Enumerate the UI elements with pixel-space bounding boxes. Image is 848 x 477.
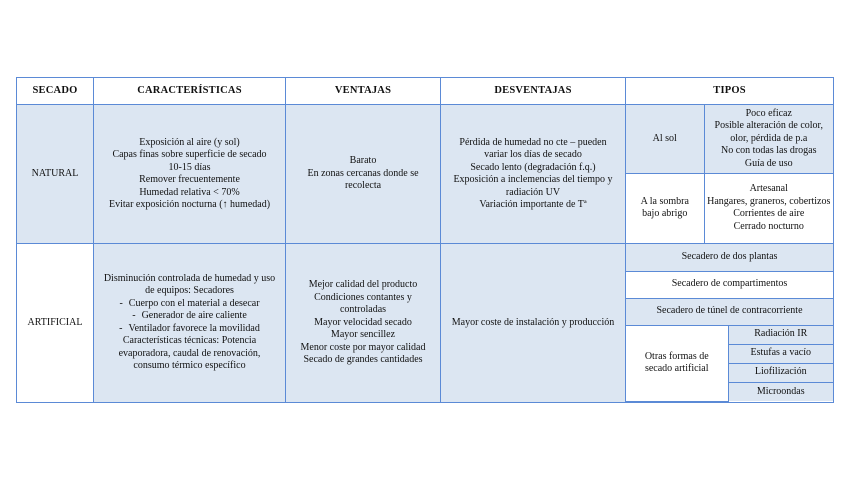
artificial-ven-line: Mejor calidad del producto [308, 279, 418, 290]
al-sol-item: Guía de uso [744, 157, 793, 169]
otras-item: Microondas [728, 382, 833, 401]
artificial-des-text: Mayor coste de instalación y producción [451, 316, 615, 328]
header-desventajas: DESVENTAJAS [441, 78, 626, 105]
otras-item: Radiación IR [728, 325, 833, 344]
al-sol-item: No con todas las drogas [720, 145, 817, 156]
natural-car-line: Exposición al aire (y sol) [139, 136, 240, 148]
natural-ven-line: Barato [349, 155, 377, 167]
tipo-dos-plantas: Secadero de dos plantas [626, 244, 833, 271]
header-ventajas: VENTAJAS [286, 78, 441, 105]
sombra-item: Cerrado nocturno [733, 220, 804, 232]
artificial-car-tecnicas: Características técnicas: Potencia evaporadora, caudal de renovación, consumo térmico específico [118, 335, 261, 372]
secado-table [16, 77, 834, 403]
artificial-ven-line: Mayor velocidad secado [314, 316, 412, 328]
row-artificial [17, 244, 834, 403]
al-sol-item: Poco eficaz [745, 107, 792, 119]
artificial-ventajas [286, 244, 441, 403]
artificial-ven-line: Menor coste por mayor calidad [300, 341, 426, 353]
header-row [17, 78, 834, 105]
artificial-car-bullet: - Cuerpo con el material a desecar [100, 298, 279, 311]
artificial-label: ARTIFICIAL [17, 244, 94, 403]
tipo-sombra-items [704, 173, 833, 243]
natural-car-line: Capas finas sobre superficie de secado [112, 149, 267, 160]
artificial-tipos [626, 244, 834, 403]
sombra-item: Hangares, graneros, cobertizos [707, 195, 831, 207]
tipo-sombra [626, 173, 704, 243]
artificial-desventajas [441, 244, 626, 403]
artificial-tipos-table [626, 244, 833, 402]
tipo-al-sol-items [704, 105, 833, 173]
artificial-caracteristicas [94, 244, 286, 403]
header-caracteristicas: CARACTERÍSTICAS [94, 78, 286, 105]
artificial-ven-line: Mayor sencillez [330, 329, 396, 340]
natural-tipos [626, 105, 834, 244]
otras-item: Estufas a vacío [728, 344, 833, 363]
natural-des-line: Variación importante de Tª [479, 199, 587, 210]
artificial-ven-line: Secado de grandes cantidades [303, 354, 423, 365]
tipo-al-sol: Al sol [626, 105, 704, 173]
header-secado: SECADO [17, 78, 94, 105]
natural-label: NATURAL [17, 105, 94, 244]
natural-desventajas [441, 105, 626, 244]
artificial-car-bullet: - Generador de aire caliente [100, 310, 279, 323]
natural-des-line: Pérdida de humedad no cte – pueden variar los días de secado [459, 136, 607, 160]
header-tipos: TIPOS [626, 78, 834, 105]
tipo-tunel: Secadero de túnel de contracorriente [626, 298, 833, 325]
natural-caracteristicas [94, 105, 286, 244]
artificial-ven-line: Condiciones contantes y controladas [314, 291, 412, 315]
al-sol-item: Posible alteración de color, olor, pérdida de p.a [714, 120, 823, 144]
artificial-car-intro: Disminución controlada de humedad y uso de equipos: Secadores [103, 272, 276, 297]
natural-des-line: Exposición a inclemencias del tiempo y radiación UV [453, 174, 613, 198]
natural-car-line: Evitar exposición nocturna (↑ humedad) [108, 199, 271, 210]
otras-item: Liofilización [728, 363, 833, 382]
tipo-compartimentos: Secadero de compartimentos [626, 271, 833, 298]
tipo-sombra-label: A la sombra bajo abrigo [640, 195, 689, 220]
natural-car-line: Humedad relativa < 70% [139, 186, 240, 198]
tipo-otras [626, 325, 728, 401]
artificial-car-bullet: - Ventilador favorece la movilidad [100, 323, 279, 336]
row-natural [17, 105, 834, 244]
natural-tipos-table [626, 105, 833, 243]
sombra-item: Artesanal [749, 183, 788, 195]
sombra-item: Corrientes de aire [733, 208, 805, 220]
natural-des-line: Secado lento (degradación f.q.) [470, 161, 596, 173]
natural-ven-line: En zonas cercanas donde se recolecta [307, 167, 419, 192]
natural-car-line: 10-15 días [168, 161, 211, 173]
natural-car-line: Remover frecuentemente [139, 174, 240, 185]
natural-ventajas [286, 105, 441, 244]
tipo-otras-label: Otras formas de secado artificial [644, 350, 709, 374]
